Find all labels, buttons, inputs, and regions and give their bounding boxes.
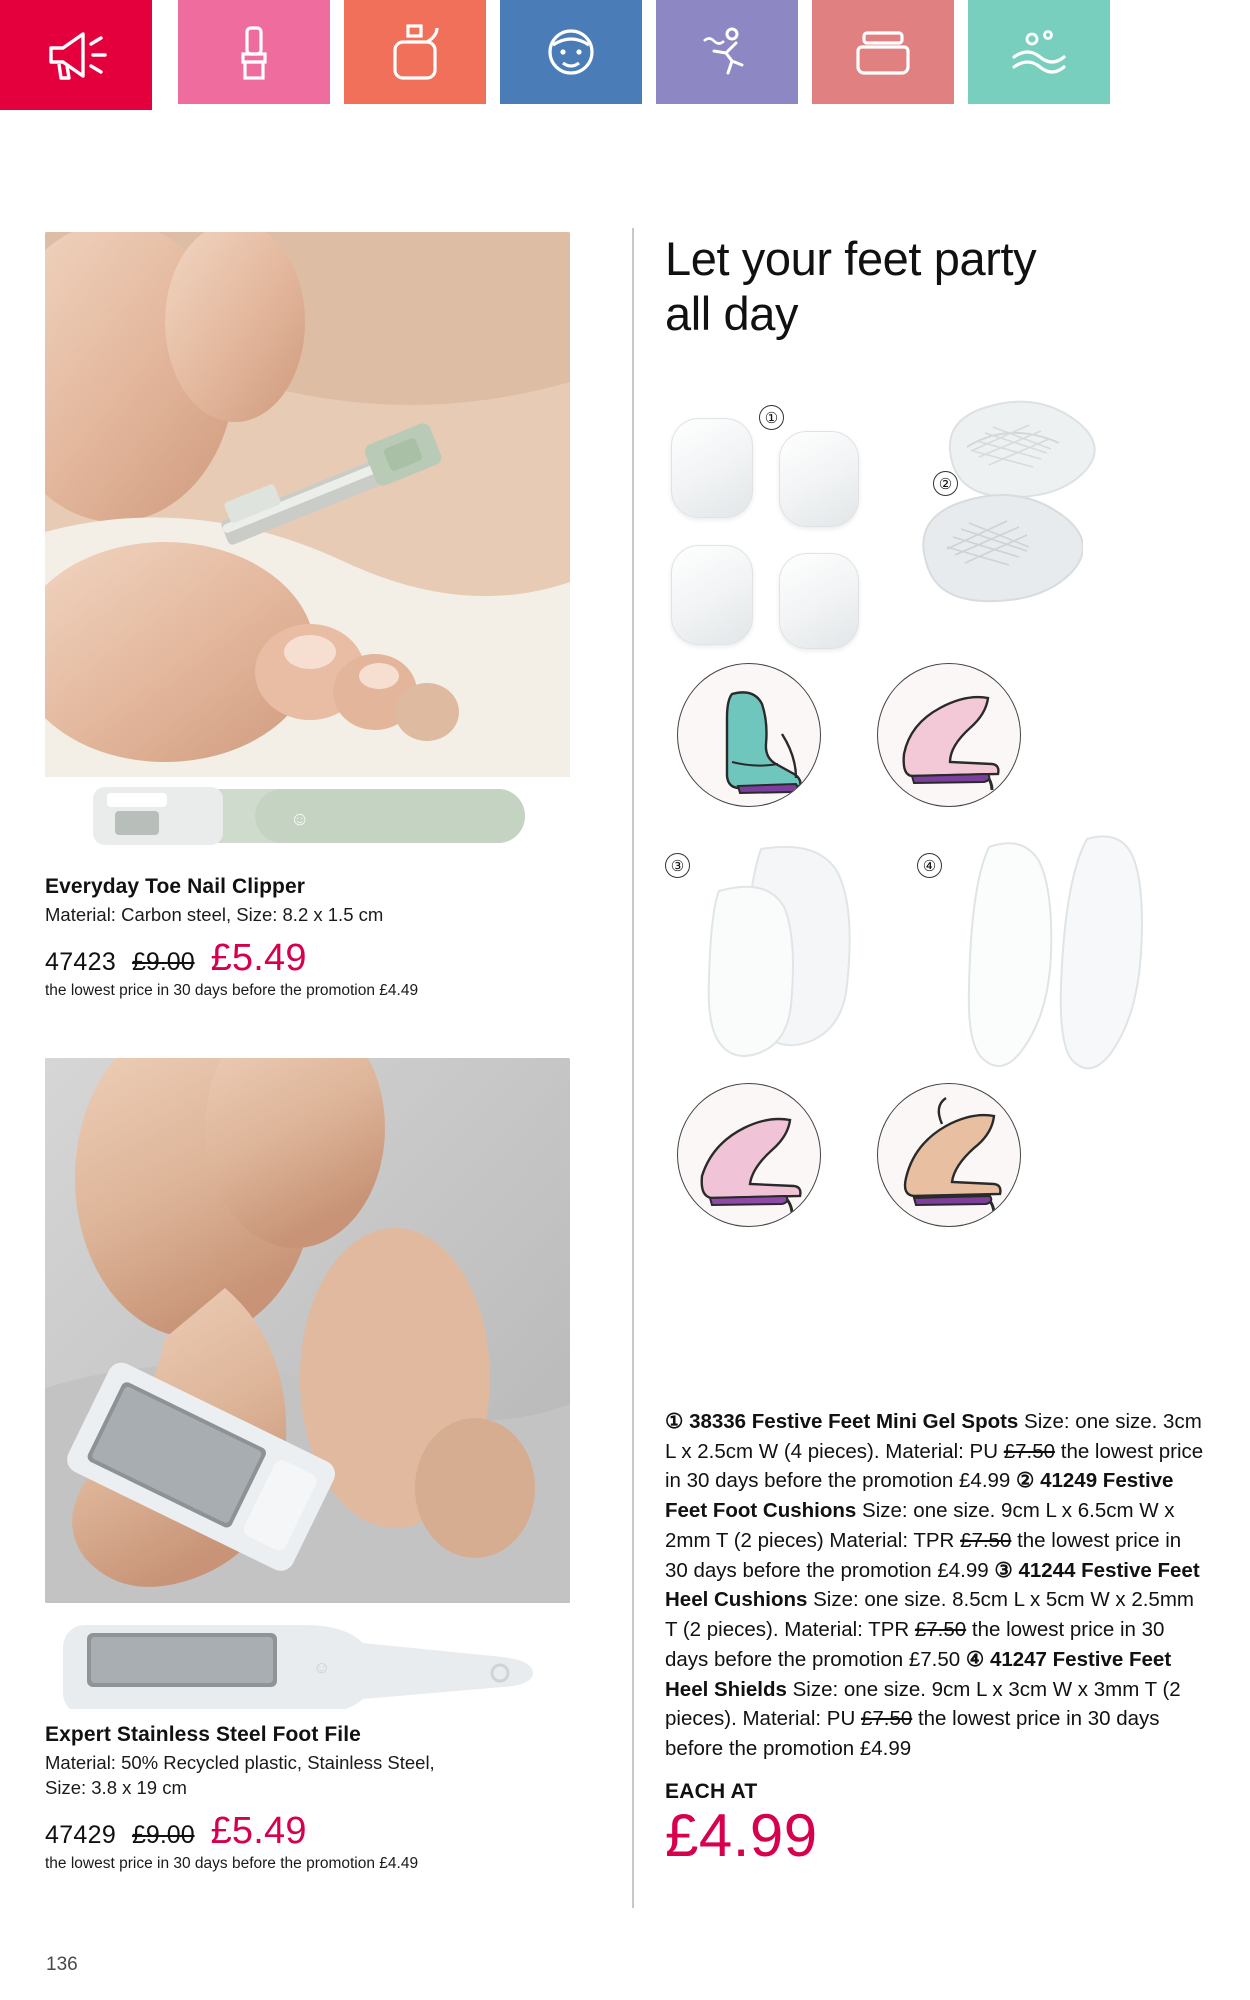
shoe-illustration-1 bbox=[677, 663, 821, 807]
nail-clipper-photo-art bbox=[45, 232, 570, 777]
marker-1: ① bbox=[759, 405, 784, 430]
each-at-label: EACH AT bbox=[665, 1779, 758, 1803]
bath-tab[interactable] bbox=[968, 0, 1110, 104]
wellness-tab[interactable] bbox=[656, 0, 798, 104]
marker-3: ③ bbox=[665, 853, 690, 878]
lowest-price-note: the lowest price in 30 days before the promotion £4.49 bbox=[45, 982, 419, 1000]
megaphone-icon bbox=[39, 26, 113, 84]
gel-spot-4 bbox=[779, 553, 859, 649]
product-code: 47423 bbox=[45, 948, 117, 977]
running-person-icon bbox=[696, 21, 758, 83]
product-title: Everyday Toe Nail Clipper bbox=[45, 875, 306, 898]
high-heel-icon bbox=[878, 664, 1021, 807]
page-number: 136 bbox=[46, 1954, 78, 1975]
category-tab-strip bbox=[0, 0, 1250, 122]
headline-line-1: Let your feet party bbox=[665, 232, 1037, 285]
product-shot-foot-file bbox=[45, 1599, 570, 1709]
gel-products-illustration bbox=[665, 363, 1205, 1403]
skincare-tab[interactable] bbox=[812, 0, 954, 104]
product-meta: Material: Carbon steel, Size: 8.2 x 1.5 cm bbox=[45, 904, 384, 925]
right-column bbox=[665, 232, 1205, 1869]
perfume-bottle-icon bbox=[387, 20, 443, 84]
mens-tab[interactable] bbox=[500, 0, 642, 104]
foot-file-photo-art bbox=[45, 1058, 570, 1603]
product-photo-foot-file bbox=[45, 1058, 570, 1603]
nude-heel-icon bbox=[878, 1084, 1021, 1227]
old-price: £9.00 bbox=[132, 948, 195, 977]
fragrance-tab[interactable] bbox=[344, 0, 486, 104]
headline-line-2: all day bbox=[665, 286, 799, 340]
ankle-boot-icon bbox=[678, 664, 821, 807]
foot-cushion-2 bbox=[903, 485, 1083, 615]
product-meta-line2: Size: 3.8 x 19 cm bbox=[45, 1776, 187, 1798]
lowest-price-note: the lowest price in 30 days before the promotion £4.49 bbox=[45, 1855, 419, 1873]
bath-splash-icon bbox=[1006, 23, 1072, 81]
gel-spot-1 bbox=[671, 418, 753, 518]
svg-text:☺: ☺ bbox=[313, 1658, 331, 1678]
pump-heel-icon bbox=[678, 1084, 821, 1227]
gel-spot-3 bbox=[671, 545, 753, 645]
old-price: £9.00 bbox=[132, 1821, 195, 1850]
left-column bbox=[45, 232, 610, 1873]
marker-4: ④ bbox=[917, 853, 942, 878]
marker-2: ② bbox=[933, 471, 958, 496]
product-meta-line1: Material: 50% Recycled plastic, Stainless Steel, bbox=[45, 1752, 435, 1774]
product-code: 47429 bbox=[45, 1821, 117, 1850]
lipstick-icon bbox=[230, 20, 278, 84]
page-headline bbox=[665, 232, 1205, 341]
price-row bbox=[45, 1810, 610, 1853]
man-face-icon bbox=[541, 21, 601, 83]
gel-spot-2 bbox=[779, 431, 859, 527]
heel-shield-pair bbox=[947, 827, 1157, 1087]
new-price: £5.49 bbox=[210, 1810, 307, 1853]
product-shot-nail-clipper bbox=[45, 771, 570, 861]
shoe-illustration-2 bbox=[877, 663, 1021, 807]
product-title: Expert Stainless Steel Foot File bbox=[45, 1723, 361, 1747]
offers-tab[interactable] bbox=[0, 0, 152, 110]
price-row bbox=[45, 937, 610, 980]
product-card-nail-clipper[interactable] bbox=[45, 232, 610, 1000]
column-divider bbox=[632, 228, 634, 1908]
product-descriptions: ① 38336 Festive Feet Mini Gel Spots Size: one size. 3cm L x 2.5cm W (4 pieces). Material: PU £7.50 the lowest price in 30 days before the promotion £4.99 ② 41249 Festive Feet Foot Cushions Size: one size. 9cm L x 6.5cm W x 2mm T (2 pieces) Material: TPR £7.50 the lowest price in 30 days before the promotion £4.99 ③ 41244 Festive Feet Heel Cushions Size: one size. 8.5cm L x 5cm W x 2.5mm T (2 pieces). Material: TPR £7.50 the lowest price in 30 days before the promotion £7.50 ④ 41247 Festive Feet Heel Shields Size: one size. 9cm L x 3cm W x 3mm T (2 pieces). Material: PU £7.50 the lowest price in 30 days before the promotion £4.99 bbox=[665, 1410, 1204, 1760]
shoe-illustration-4 bbox=[877, 1083, 1021, 1227]
product-card-foot-file[interactable] bbox=[45, 1058, 610, 1873]
shoe-illustration-3 bbox=[677, 1083, 821, 1227]
svg-text:☺: ☺ bbox=[290, 809, 310, 830]
product-photo-nail-clipper bbox=[45, 232, 570, 777]
makeup-tab[interactable] bbox=[178, 0, 330, 104]
new-price: £5.49 bbox=[210, 937, 307, 980]
heel-cushion-pair bbox=[701, 831, 901, 1081]
each-at-price: £4.99 bbox=[665, 1801, 818, 1869]
cream-jar-icon bbox=[852, 23, 914, 81]
